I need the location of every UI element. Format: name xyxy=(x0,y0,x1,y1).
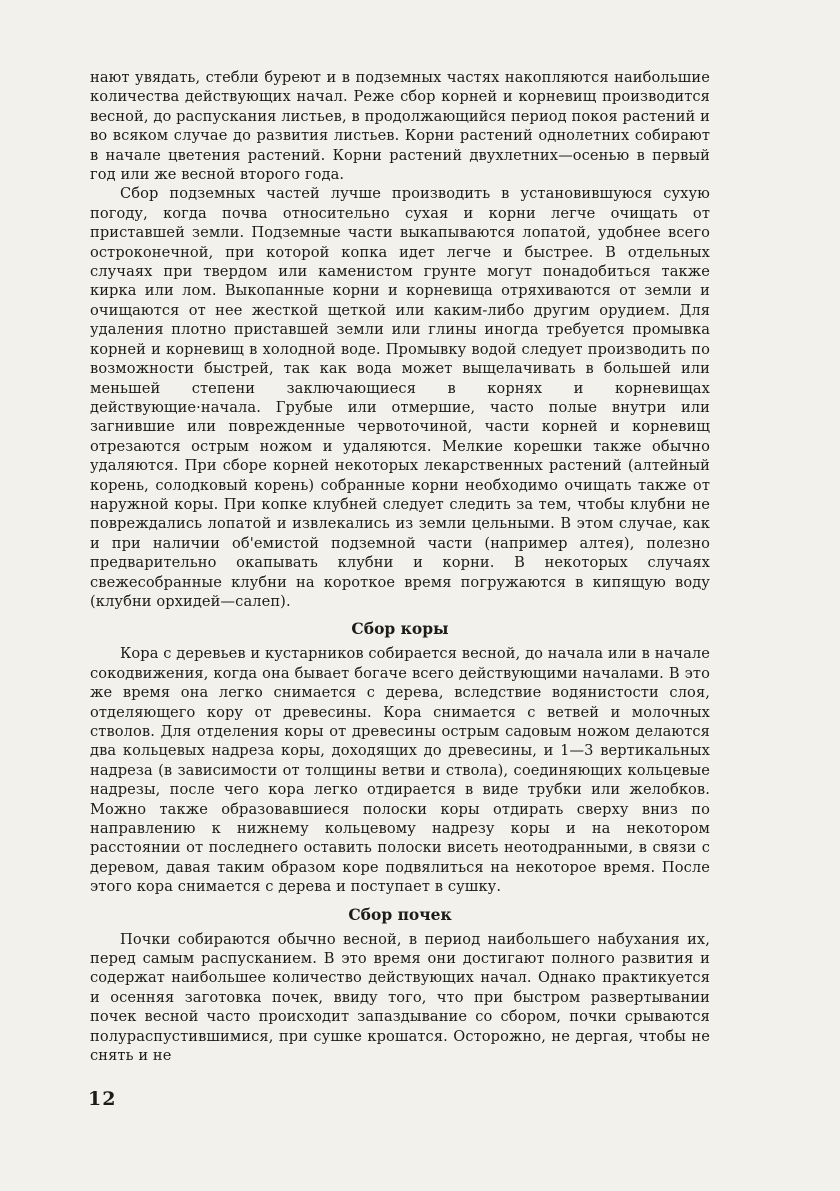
paragraph-underground-parts: Сбор подземных частей лучше производить в установившуюся сухую погоду, когда почва относительно сухая и корни легче очищать от приставшей земли. Подземные части выкапываются лопатой, удобнее всего остроконечной, при которой копка идет легче и быстрее. В отдельных случаях при твердом или каменистом грунте могут понадобиться также кирка или лом. Выкопанные корни и корневища отряхиваются от земли и очищаются от нее жесткой щеткой или каким-либо другим орудием. Для удаления плотно приставшей земли или глины иногда требуется промывка корней и корневищ в холодной воде. Промывку водой следует производить по возможности быстрей, так как вода может выщелачивать в большей или меньшей степени заключающиеся в корнях и корневищах действующие·начала. Грубые или отмершие, часто полые внутри или загнившие или поврежденные червоточиной, части корней и корневищ отрезаются острым ножом и удаляются. Мелкие корешки также обычно удаляются. При сборе корней некоторых лекарственных растений (алтейный корень, солодковый корень) собранные корни необходимо очищать также от наружной коры. При копке клубней следует следить за тем, чтобы клубни не повреждались лопатой и извлекались из земли цельными. В этом случае, как и при наличии об'емистой подземной части (например алтея), полезно предварительно окапывать клубни и корни. В некоторых случаях свежесобранные клубни на короткое время погружаются в кипящую воду (клубни орхидей—салеп). xyxy=(90,185,710,610)
page-number: 12 xyxy=(88,1088,117,1110)
paragraph-buds: Почки собираются обычно весной, в период наибольшего набухания их, перед самым распусканием. В это время они достигают полного развития и содержат наибольшее количество действующих начал. Однако практикуется и осенняя заготовка почек, ввиду того, что при быстром развертывании почек весной часто происходит запаздывание со сбором, почки срываются полураспустившимися, при сушке крошатся. Осторожно, не дергая, чтобы не снять и не xyxy=(90,930,710,1065)
paragraph-bark: Кора с деревьев и кустарников собирается весной, до начала или в начале сокодвижения, когда она бывает богаче всего действующими началами. В это же время она легко снимается с дерева, вследствие водянистости слоя, отделяющего кору от древесины. Кора снимается с ветвей и молочных стволов. Для отделения коры от древесины острым садовым ножом делаются два кольцевых надреза коры, доходящих до древесины, и 1—3 вертикальных надреза (в зависимости от толщины ветви и ствола), соединяющих кольцевые надрезы, после чего кора легко отдирается в виде трубки или желобков. Можно также образовавшиеся полоски коры отдирать сверху вниз по направлению к нижнему кольцевому надрезу коры и на некотором расстоянии от последнего оставить полоски висеть неотодранными, в связи с деревом, давая таким образом коре подвялиться на некоторое время. После этого кора снимается с дерева и поступает в сушку. xyxy=(90,645,710,896)
section-heading-buds: Сбор почек xyxy=(348,904,452,924)
paragraph-roots-timing: нают увядать, стебли буреют и в подземных частях накопляются наибольшие количества действующих начал. Реже сбор корней и корневищ производится весной, до распускания листьев, в продолжающийся период покоя растений и во всяком случае до развития листьев. Корни растений однолетних собирают в начале цветения растений. Корни растений двухлетних—осенью в первый год или же весной второго года. xyxy=(90,69,710,184)
section-heading-bark: Сбор коры xyxy=(351,619,449,639)
